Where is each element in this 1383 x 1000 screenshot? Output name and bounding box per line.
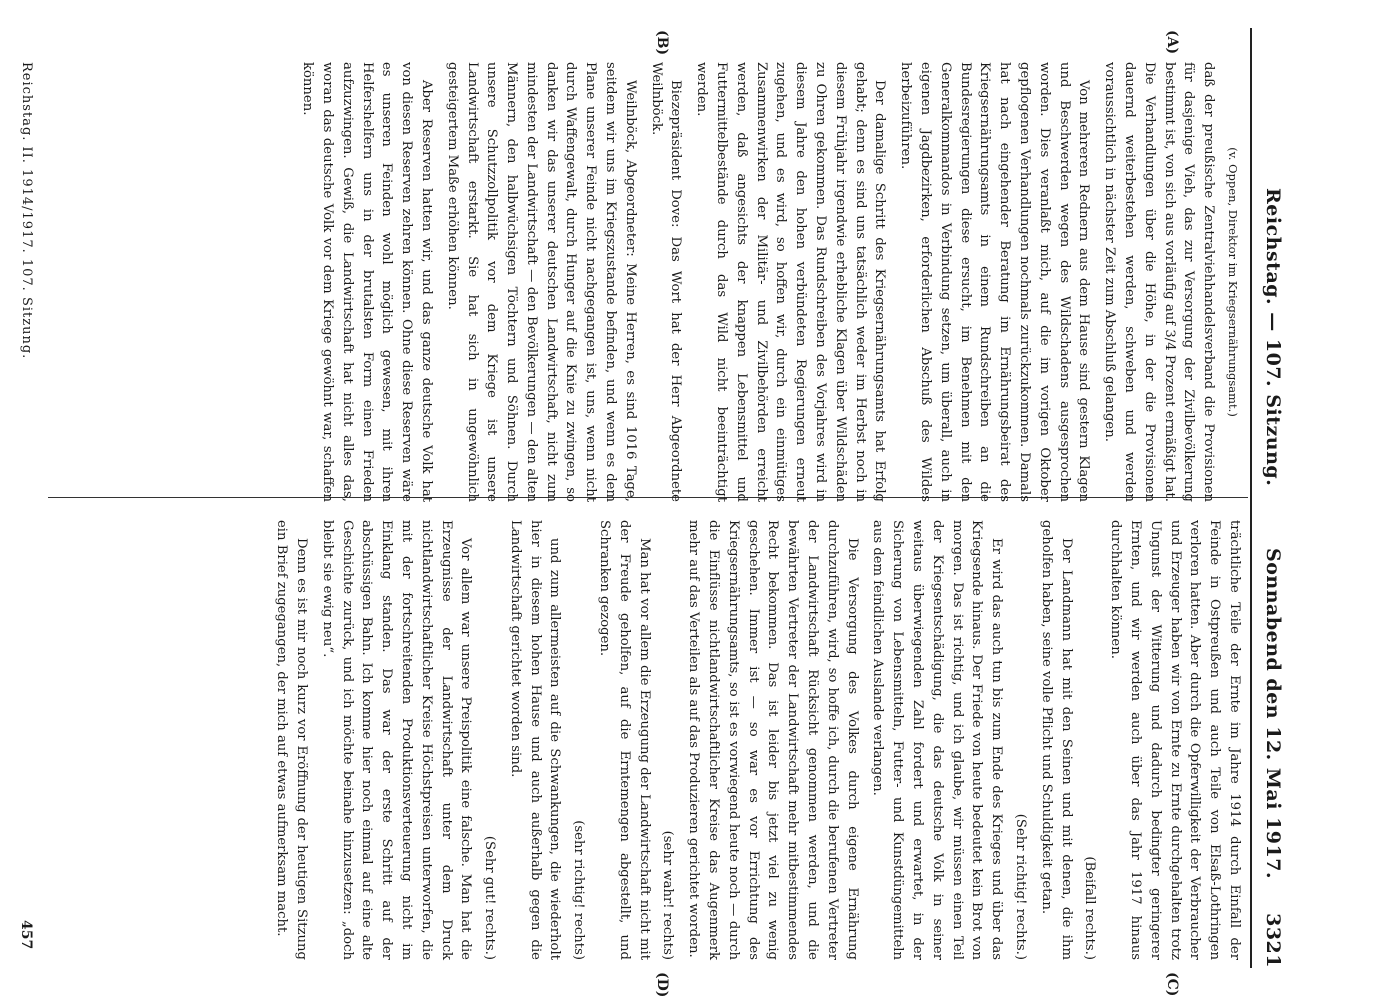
session-footer: Reichstag. II. 1914/1917. 107. Sitzung. — [19, 62, 34, 360]
margin-marker-c: (C) — [1164, 972, 1180, 997]
interjection: (sehr richtig! rechts) — [571, 820, 587, 960]
paragraph: Die Versorgung des Volkes durch eigene Ernährung durchzuführen, wird, so hoffe ich, durch die berufenen Vertreter der Landwirtschaft Rücksicht genommen werden, und die bewährten Vertreter der Landwirtschaft mehr mitbestimmendes Recht bekommen. Das ist leider bis jetzt viel zu wenig geschehen. Immer ist — so war es vor Errichtung des Kriegsernährungsamts, so ist es vorwiegend heute noch — durch die Einflüsse nichtlandwirtschaftlicher Kreise das Augenmerk mehr auf das Verteilen als auf das Produzieren gerichtet worden. — [686, 520, 860, 960]
paragraph: Man hat vor allem die Erzeugung der Landwirtschaft nicht mit der Freude geholfen, auf die Erntemengen abgestellt, und Schranken gezogen. — [597, 520, 652, 960]
paragraph: trächtliche Teile der Ernte im Jahre 1914 durch Einfall der Feinde in Ostpreußen und auch Teile von Elsaß-Lothringen verloren hatten. Aber durch die Opferwilligkeit der Verbraucher und Erzeuger haben wir von Ernte zu Ernte durchgehalten trotz Ungunst der Witterung und dadurch bedingter geringerer Ernten, und wir werden auch über das Jahr 1917 hinaus durchhalten können. — [1108, 520, 1242, 960]
paragraph: Biezepräsident Dove: Das Wort hat der Herr Abgeordnete Weilnböck. — [648, 62, 684, 502]
interjection: (Sehr richtig! rechts.) — [1013, 813, 1029, 960]
paragraph: Aber Reserven hatten wir, und das ganze deutsche Volk hat von diesen Reserven zehren können. Ohne diese Reserven wäre es unseren Feinden wohl möglich gewesen, mit ihren Helfershelfern uns in der brutalsten Form einen Frieden aufzuzwingen. Gewiß, die Landwirtschaft hat nicht alles das, woran das deutsche Volk vor dem Kriege gewöhnt war, schaffen können. — [300, 62, 434, 502]
header-right: Sonnabend den 12. Mai 1917. — [1262, 548, 1284, 880]
paragraph: Denn es ist mir noch kurz vor Eröffnung der heutigen Sitzung ein Brief zugegangen, der mich auf etwas aufmerksam macht. — [274, 520, 309, 960]
paragraph: Von mehreren Rednern aus dem Hause sind gestern Klagen und Beschwerden wegen des Wildschadens ausgesprochen worden. Dies veranlaßt mich, auf die im vorigen Oktober gepflogenen Verhandlungen nochmals zurückzukommen. Damals hat nach eingehender Beratung im Ernährungsbeirat des Kriegsernährungsamts in einem Rundschreiben an die Bundesregierungen diese ersucht, im Benehmen mit den Generalkommandos in Verbindung setzen, um überall, auch in eigenen Jagdbezirken, erforderlichen Abschuß des Wildes herbeizuführen. — [898, 62, 1092, 502]
paragraph: Er wird das auch tun bis zum Ende des Krieges und über das Kriegsende hinaus. Der Friede von heute bedeutet kein Brot von morgen. Das ist richtig, und ich glaube, wir müssen einen Teil der Kriegsentschädigung, die das deutsche Volk in seiner weitaus überwiegenden Zahl fordert und erwartet, in der Sicherung von Lebensmitteln, Futter- und Kunstdüngemitteln aus dem feindlichen Auslande verlangen. — [870, 520, 1005, 960]
interjection: (sehr wahr! rechts) — [660, 830, 676, 960]
page-number: 3321 — [1262, 913, 1284, 968]
page-stamp: 457 — [18, 920, 34, 950]
interjection: (Sehr gut! rechts.) — [482, 835, 498, 960]
header-rule — [1250, 28, 1252, 968]
left-column — [291, 62, 1244, 502]
paragraph: Vor allem war unsere Preispolitik eine falsche. Man hat die Erzeugnisse der Landwirtschaft unter dem Druck nichtlandwirtschaftlicher Kreise Höchstpreisen unterworfen, die mit der fortschreitenden Produktionsverteuerung nicht im Einklang standen. Das war der erste Schritt auf der abschüssigen Bahn. Ich komme hier noch einmal auf eine alte Geschichte zurück, und ich möchte beinahe hinzusetzen: „doch bleibt sie ewig neu“. — [319, 520, 474, 960]
right-column — [265, 520, 1244, 960]
paragraph: Weilnböck, Abgeordneter: Meine Herren, es sind 1016 Tage, seitdem wir uns im Kriegszustande befinden, und wenn es dem Plane unserer Feinde nicht nachgegangen ist, uns, wenn nicht durch Waffengewalt, durch Hunger auf die Knie zu zwingen, so danken wir das unserer deutschen Landwirtschaft, nicht zum mindesten der Landwirtschaft — den Bevölkerungen — den alten Männern, den halbwüchsigen Töchtern und Söhnen. Durch unsere Schutzzollpolitik vor dem Kriege ist unsere Landwirtschaft erstarkt. Sie hat sich in ungewöhnlich gesteigertem Maße erhöhen können. — [444, 62, 638, 502]
paragraph: und zum allermeisten auf die Schwankungen, die wiederholt hier in diesem hohen Hause und auch außerhalb gegen die Landwirtschaft gerichtet worden sind. — [507, 520, 563, 960]
paragraph: Der damalige Schritt des Kriegsernährungsamts hat Erfolg gehabt; denn es sind uns tatsächlich weder im Herbst noch in diesem Frühjahr irgendwie erhebliche Klagen über Wildschäden zu Ohren gekommen. Das Rundschreiben des Vorjahres wird in diesem Jahre den hohen verbündeten Regierungen erneut zugehen, und es wird, so hoffen wir, durch ein einmütiges Zusammenwirken der Militär- und Zivilbehörden erreicht werden, daß angesichts der knappen Lebensmittel und Futtermittelbestände durch das Wild nicht beeinträchtigt werden. — [694, 62, 888, 502]
paragraph: daß der preußische Zentralviehhandelsverband die Provisionen für dasjenige Vieh, das zur Versorgung der Zivilbevölkerung bestimmt ist, von sich aus vorläufig auf 3/4 Prozent ermäßigt hat. Die Verhandlungen über die Höhe, in der die Provisionen dauernd weiterbestehen werden, schweben und werden voraussichtlich in nächster Zeit zum Abschluß gelangen. — [1102, 62, 1217, 502]
page-header — [1256, 28, 1290, 968]
margin-marker-a: (A) — [1164, 30, 1180, 55]
paragraph: Der Landmann hat mit den Seinen und mit denen, die ihm geholfen haben, seine volle Pflicht und Schuldigkeit getan. — [1038, 520, 1074, 960]
header-left: Reichstag. — 107. Sitzung. — [1262, 188, 1284, 487]
margin-marker-b: (B) — [654, 30, 670, 56]
speaker-line: (v. Oppen, Direktor im Kriegsernährungsamt.) — [1226, 147, 1240, 417]
interjection: (Beifall rechts.) — [1082, 856, 1098, 960]
margin-marker-d: (D) — [654, 972, 670, 998]
